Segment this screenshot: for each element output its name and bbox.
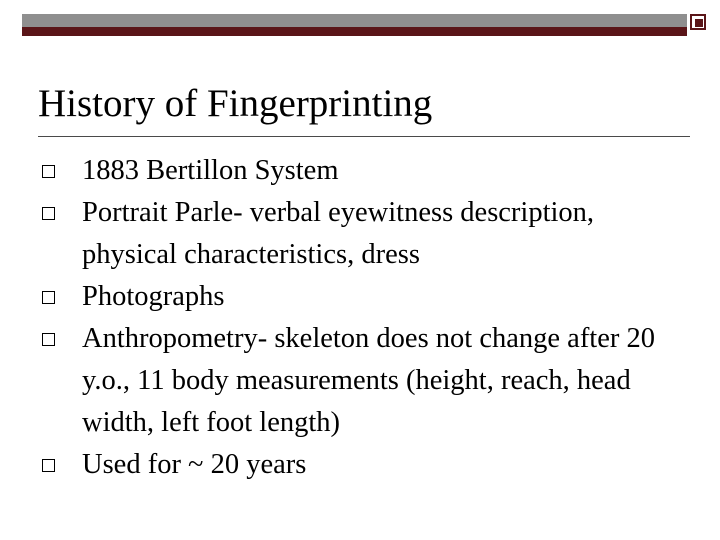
square-ornament-fill: [695, 19, 703, 27]
hollow-square-bullet-icon: [42, 333, 55, 346]
bullet-item: [40, 444, 690, 486]
square-ornament-icon: [690, 14, 706, 30]
bullet-text: 1883 Bertillon System: [82, 155, 339, 186]
bullet-item: [40, 276, 690, 318]
bullet-item: [40, 150, 690, 192]
hollow-square-bullet-icon: [42, 459, 55, 472]
bullet-list: [40, 150, 690, 486]
header-decorative-band-accent: [22, 27, 687, 36]
hollow-square-bullet-icon: [42, 165, 55, 178]
bullet-item: [40, 192, 690, 276]
hollow-square-bullet-icon: [42, 207, 55, 220]
bullet-text: Anthropometry- skeleton does not change after 20 y.o., 11 body measurements (height, reach, head width, left foot length): [82, 323, 655, 438]
bullet-text: Portrait Parle- verbal eyewitness description, physical characteristics, dress: [82, 197, 595, 270]
bullet-item: [40, 318, 690, 444]
slide-title: History of Fingerprinting: [38, 82, 433, 125]
bullet-text: Used for ~ 20 years: [82, 449, 307, 480]
header-decorative-band: [22, 14, 687, 36]
hollow-square-bullet-icon: [42, 291, 55, 304]
bullet-text: Photographs: [82, 281, 225, 312]
title-underline: [38, 136, 690, 137]
